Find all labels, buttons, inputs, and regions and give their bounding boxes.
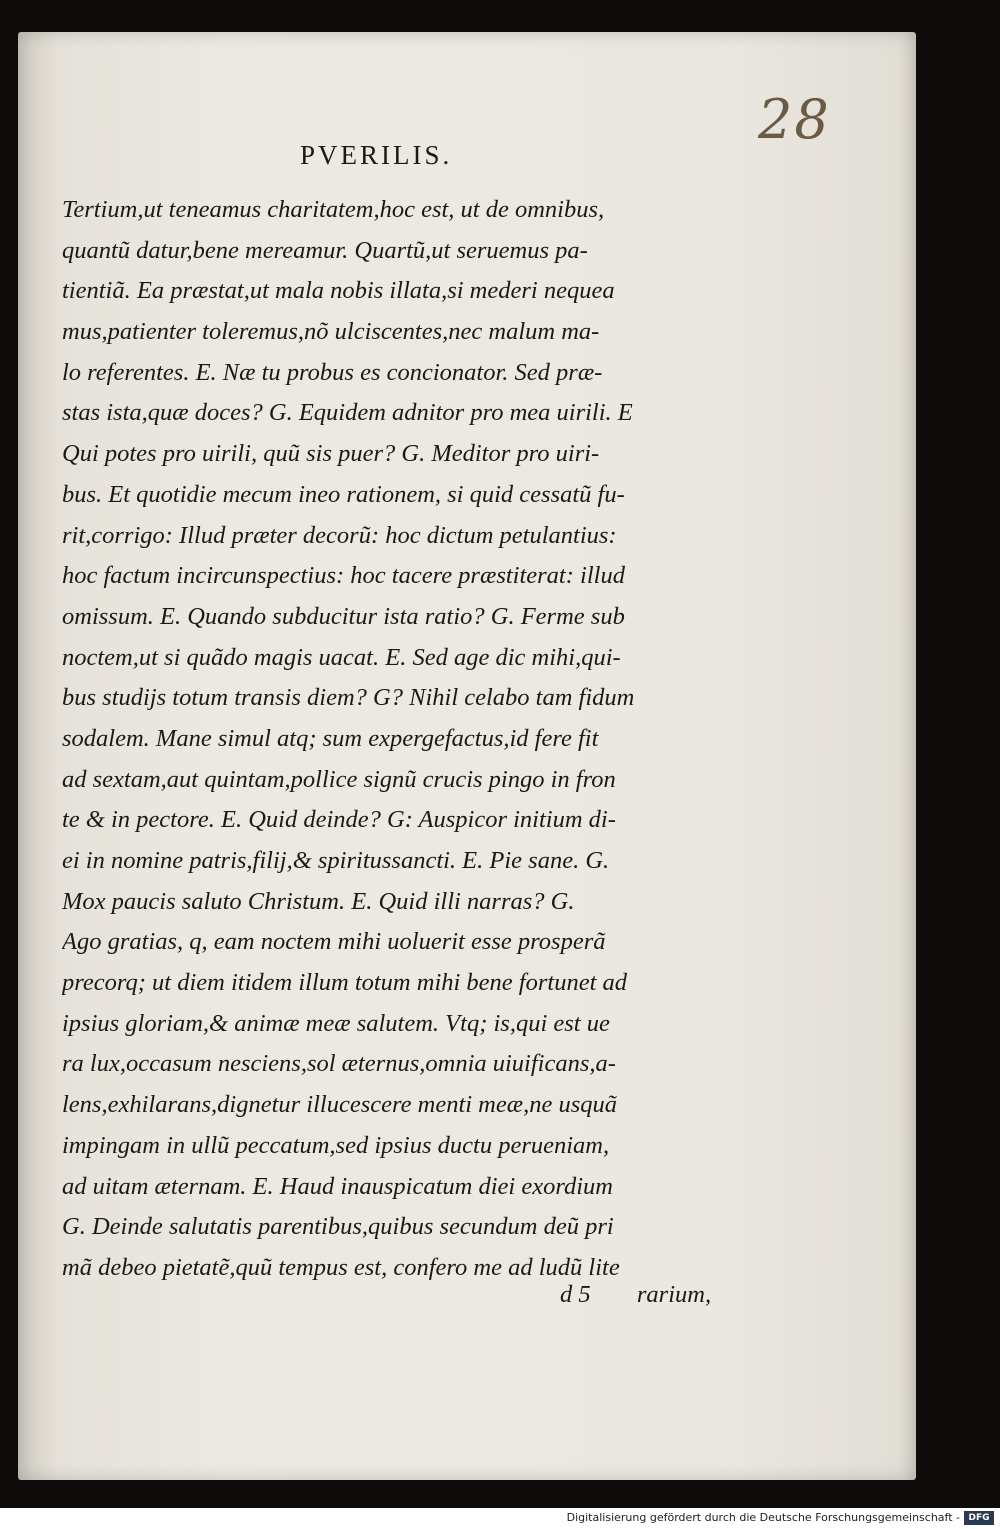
text-line: lens,exhilarans,dignetur illucescere menti meæ,ne usquã: [62, 1091, 617, 1119]
text-line: noctem,ut si quãdo magis uacat. E. Sed age dic mihi,qui-: [62, 643, 621, 671]
text-line: ei in nomine patris,filij,& spiritussancti. E. Pie sane. G.: [62, 847, 610, 874]
dfg-logo: DFG: [964, 1511, 994, 1525]
text-line: mus,patienter toleremus,nõ ulciscentes,nec malum ma-: [62, 318, 600, 346]
text-line: Mox paucis saluto Christum. E. Quid illi narras? G.: [62, 887, 575, 915]
text-line: Tertium,ut teneamus charitatem,hoc est, ut de omnibus,: [62, 196, 605, 223]
text-line: bus studijs totum transis diem? G? Nihil celabo tam fidum: [62, 684, 635, 712]
text-line: ad sextam,aut quintam,pollice signũ crucis pingo in fron: [62, 765, 616, 793]
text-line: hoc factum incircunspectius: hoc tacere præstiterat: illud: [62, 562, 625, 590]
funding-credit: Digitalisierung gefördert durch die Deutsche Forschungsgemeinschaft -: [566, 1511, 960, 1524]
text-line: stas ista,quæ doces? G. Equidem adnitor pro mea uirili. E: [62, 399, 633, 427]
text-line: bus. Et quotidie mecum ineo rationem, si quid cessatũ fu-: [62, 480, 625, 508]
text-line: omissum. E. Quando subducitur ista ratio? G. Ferme sub: [62, 602, 625, 630]
handwritten-folio-number: 28: [758, 88, 831, 151]
text-line: Qui potes pro uirili, quũ sis puer? G. Meditor pro uiri-: [62, 440, 600, 468]
footer-bar: [0, 1508, 1000, 1529]
text-line: impingam in ullũ peccatum,sed ipsius ductu perueniam,: [62, 1131, 610, 1159]
text-line: ad uitam æternam. E. Haud inauspicatum diei exordium: [62, 1172, 613, 1200]
text-line: ra lux,occasum nesciens,sol æternus,omnia uiuificans,a-: [62, 1050, 616, 1078]
body-text: [62, 190, 752, 1289]
text-line: G. Deinde salutatis parentibus,quibus secundum deũ pri: [62, 1213, 614, 1241]
text-line: Ago gratias, q, eam noctem mihi uoluerit esse prosperã: [62, 928, 606, 956]
text-line: ipsius gloriam,& animæ meæ salutem. Vtq; is,qui est ue: [62, 1009, 610, 1037]
running-head: PVERILIS.: [300, 140, 453, 170]
text-line: te & in pectore. E. Quid deinde? G: Auspicor initium di-: [62, 806, 616, 834]
text-line: lo referentes. E. Næ tu probus es concionator. Sed præ-: [62, 358, 603, 386]
text-line: tientiã. Ea præstat,ut mala nobis illata,si mederi nequea: [62, 277, 615, 305]
text-line: precorq; ut diem itidem illum totum mihi bene fortunet ad: [62, 969, 628, 997]
signature-mark: d 5: [560, 1281, 591, 1308]
text-line: sodalem. Mane simul atq; sum expergefactus,id fere fit: [62, 724, 599, 752]
text-line: mã debeo pietatẽ,quũ tempus est, confero me ad ludũ lite: [62, 1253, 620, 1281]
catchword-line: [560, 1281, 760, 1321]
text-line: quantũ datur,bene mereamur. Quartũ,ut seruemus pa-: [62, 236, 588, 264]
catchword: rarium,: [636, 1281, 712, 1308]
text-line: rit,corrigo: Illud præter decorũ: hoc dictum petulantius:: [62, 521, 617, 549]
